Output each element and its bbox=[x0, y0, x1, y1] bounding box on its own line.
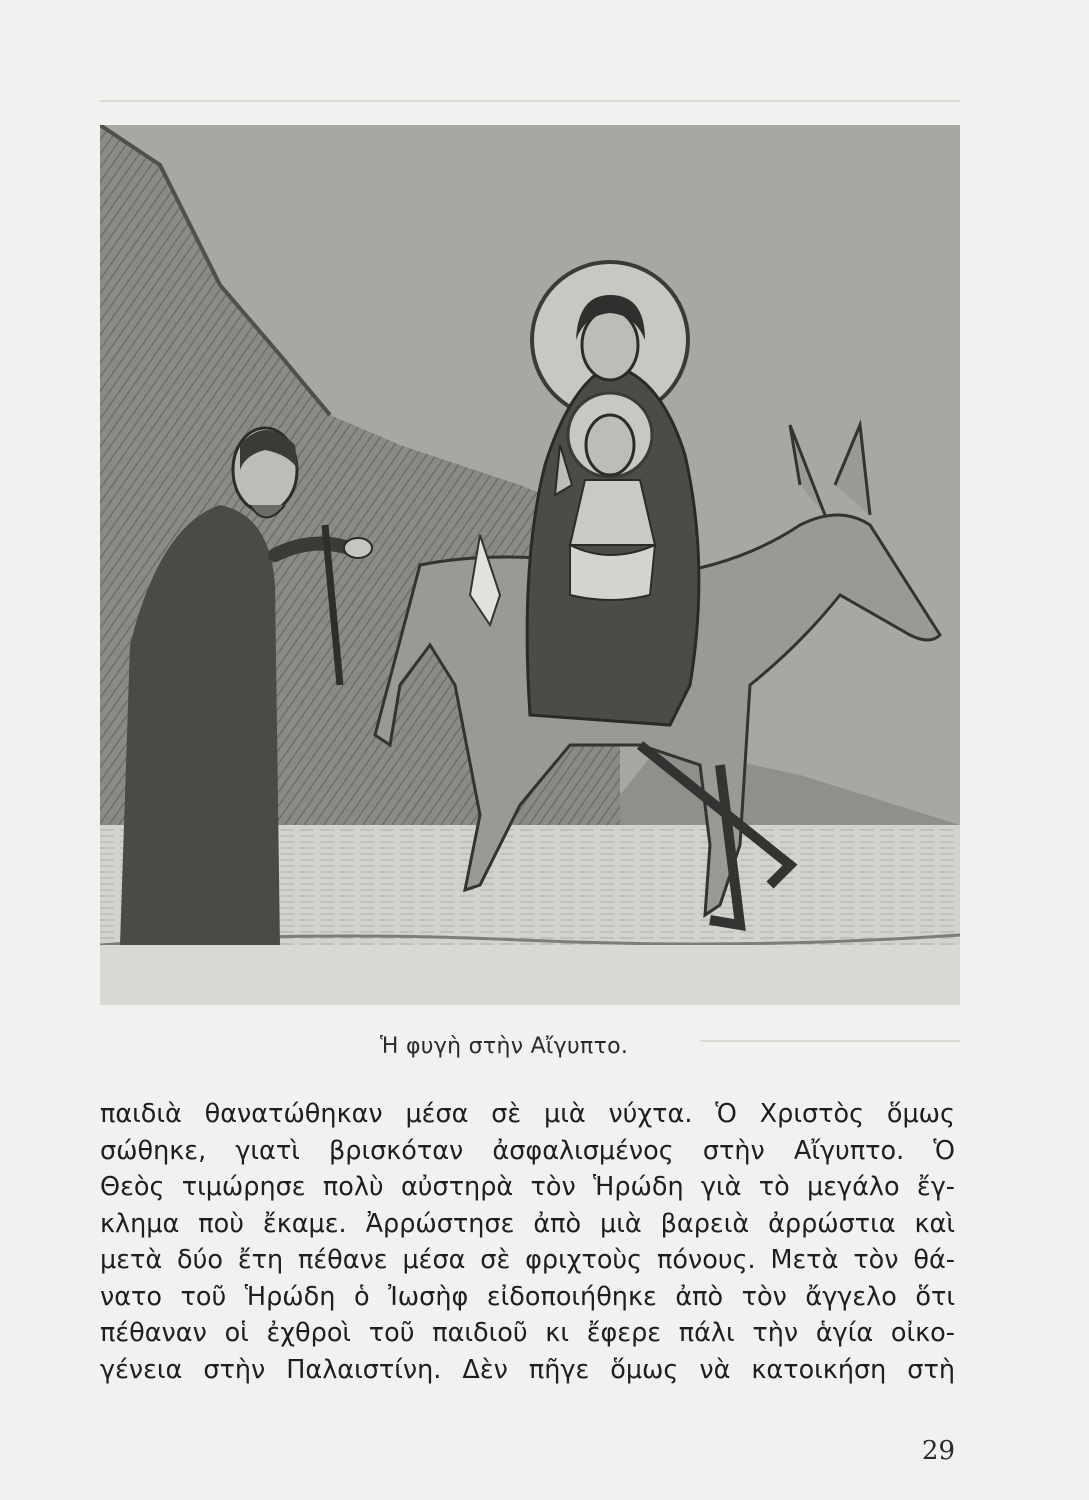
body-line: νατο τοῦ Ἡρώδη ὁ Ἰωσὴφ εἰδοποιήθηκε ἀπὸ τὸν ἄγγελο ὅτι bbox=[100, 1281, 955, 1312]
figure-caption: Ἡ φυγὴ στὴν Αἴγυπτο. bbox=[380, 1034, 629, 1059]
body-line: πέθαναν οἱ ἐχθροὶ τοῦ παιδιοῦ κι ἔφερε πάλι τὴν ἁγία οἰκο- bbox=[100, 1318, 955, 1348]
body-line: μετὰ δύο ἔτη πέθανε μέσα σὲ φριχτοὺς πόνους. Μετὰ τὸν θά- bbox=[100, 1245, 955, 1275]
bleed-through-line bbox=[700, 1040, 960, 1042]
bleed-through-line bbox=[100, 100, 960, 102]
body-line: γένεια στὴν Παλαιστίνη. Δὲν πῆγε ὅμως νὰ κατοικήση στὴ bbox=[100, 1354, 955, 1385]
page-number: 29 bbox=[921, 1436, 955, 1466]
flight-into-egypt-illustration bbox=[100, 125, 960, 1005]
mary-and-child-figure bbox=[527, 262, 699, 725]
body-line: σώθηκε, γιατὶ βρισκόταν ἀσφαλισμένος στὴν Αἴγυπτο. Ὁ bbox=[100, 1135, 955, 1166]
body-line: παιδιὰ θανατώθηκαν μέσα σὲ μιὰ νύχτα. Ὁ Χριστὸς ὅμως bbox=[100, 1099, 955, 1129]
body-paragraph bbox=[100, 1096, 955, 1388]
body-line: Θεὸς τιμώρησε πολὺ αὐστηρὰ τὸν Ἡρώδη γιὰ τὸ μεγάλο ἔγ- bbox=[100, 1172, 955, 1202]
body-line: κλημα ποὺ ἔκαμε. Ἀρρώστησε ἀπὸ μιὰ βαρειὰ ἀρρώστια καὶ bbox=[100, 1208, 955, 1239]
